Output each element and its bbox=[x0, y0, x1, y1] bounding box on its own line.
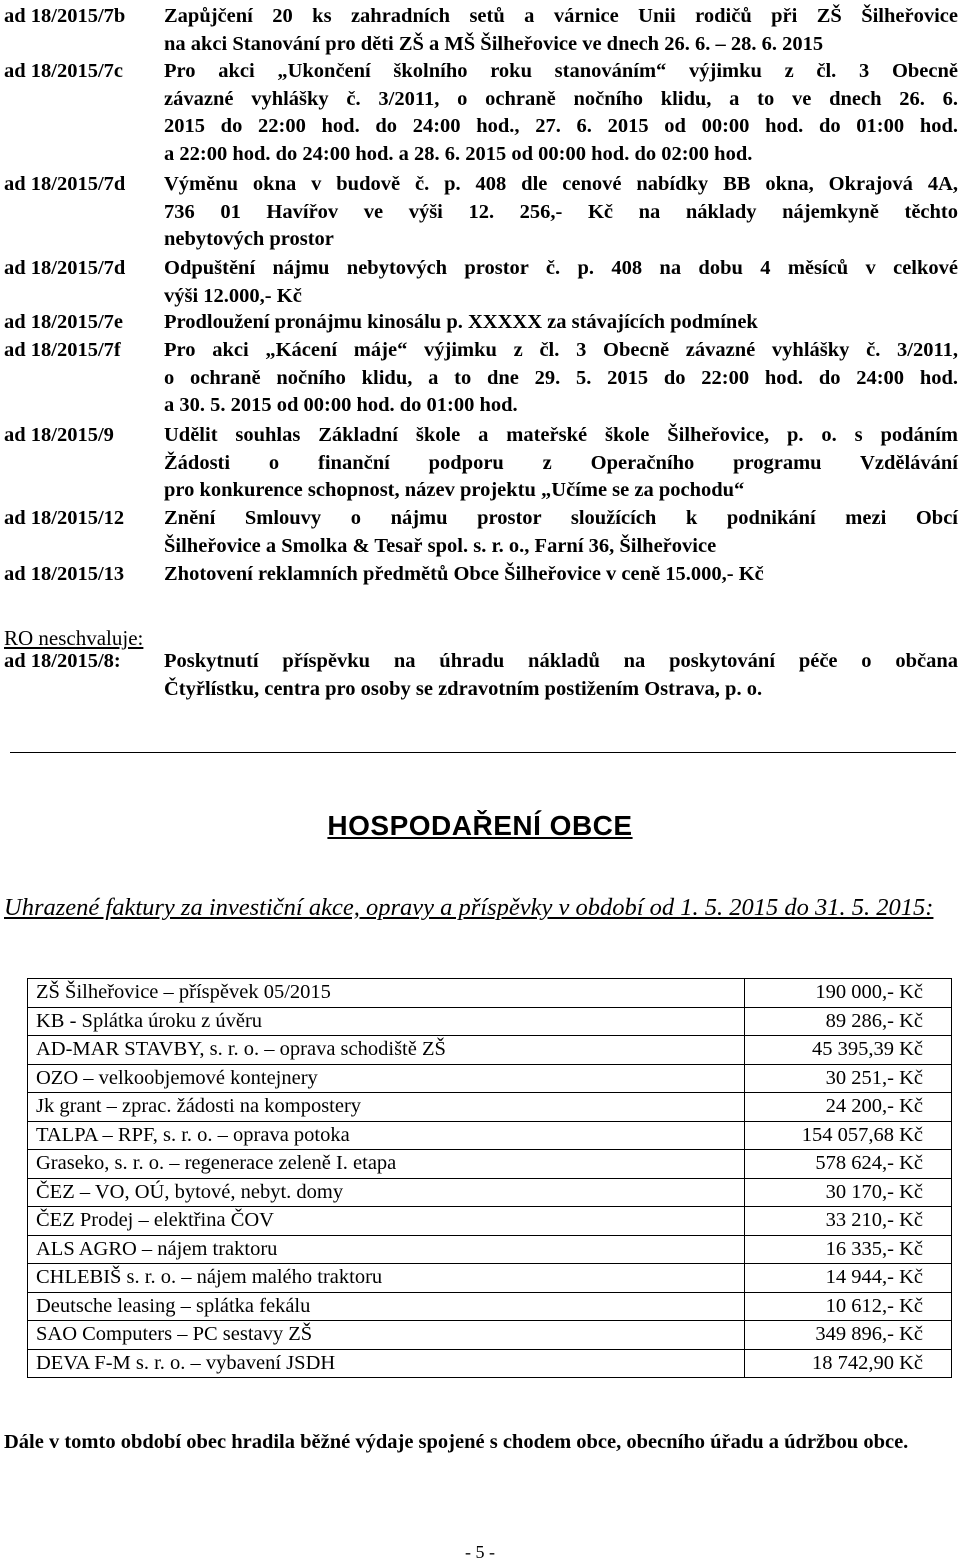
invoice-description: Graseko, s. r. o. – regenerace zeleně I. etapa bbox=[28, 1150, 745, 1179]
resolution-item bbox=[0, 561, 960, 589]
resolution-text-line: Poskytnutí příspěvku na úhradu nákladů na poskytování péče o občana bbox=[164, 650, 958, 672]
invoice-amount: 16 335,- Kč bbox=[745, 1235, 952, 1264]
resolution-text-line: Žádosti o finanční podporu z Operačního programu Vzdělávání bbox=[164, 451, 958, 474]
invoice-amount: 33 210,- Kč bbox=[745, 1207, 952, 1236]
resolution-item bbox=[0, 3, 960, 58]
table-row bbox=[28, 1036, 952, 1065]
footer-note: Dále v tomto období obec hradila běžné výdaje spojené s chodem obce, obecního úřadu a údržbou obce. bbox=[4, 1431, 909, 1453]
invoices-table bbox=[27, 978, 952, 1378]
resolution-text-line: Znění Smlouvy o nájmu prostor sloužících k podnikání mezi Obcí bbox=[164, 507, 958, 529]
resolution-text-line: výši 12.000,- Kč bbox=[164, 284, 302, 307]
resolution-ref: ad 18/2015/7f bbox=[4, 339, 121, 361]
invoice-amount: 30 251,- Kč bbox=[745, 1064, 952, 1093]
resolution-text-line: o ochraně nočního klidu, a to dne 29. 5. 2015 do 22:00 hod. do 24:00 hod. bbox=[164, 366, 958, 389]
resolution-item bbox=[0, 422, 960, 505]
resolution-ref: ad 18/2015/12 bbox=[4, 507, 125, 529]
resolution-text-line: Šilheřovice a Smolka & Tesař spol. s. r. o., Farní 36, Šilheřovice bbox=[164, 534, 717, 557]
resolution-text-line: Pro akci „Kácení máje“ výjimku z čl. 3 Obecně závazné vyhlášky č. 3/2011, bbox=[164, 339, 958, 361]
resolution-text-line: Pro akci „Ukončení školního roku stanováním“ výjimku z čl. 3 Obecně bbox=[164, 60, 958, 82]
table-row bbox=[28, 1207, 952, 1236]
table-row bbox=[28, 1264, 952, 1293]
resolution-text-line: Udělit souhlas Základní škole a mateřské škole Šilheřovice, p. o. s podáním bbox=[164, 424, 958, 446]
resolution-text-line: Čtyřlístku, centra pro osoby se zdravotním postižením Ostrava, p. o. bbox=[164, 677, 763, 700]
resolution-ref: ad 18/2015/7d bbox=[4, 257, 126, 279]
invoice-description: DEVA F-M s. r. o. – vybavení JSDH bbox=[28, 1349, 745, 1378]
invoice-description: Jk grant – zprac. žádosti na kompostery bbox=[28, 1093, 745, 1122]
invoice-description: Deutsche leasing – splátka fekálu bbox=[28, 1292, 745, 1321]
invoice-description: ZŠ Šilheřovice – příspěvek 05/2015 bbox=[28, 979, 745, 1008]
resolution-text-line: Prodloužení pronájmu kinosálu p. XXXXX za stávajících podmínek bbox=[164, 311, 758, 333]
resolution-item bbox=[0, 255, 960, 310]
rejected-label: RO neschvaluje: bbox=[4, 626, 144, 650]
table-row bbox=[28, 1292, 952, 1321]
invoice-amount: 45 395,39 Kč bbox=[745, 1036, 952, 1065]
resolution-ref: ad 18/2015/7e bbox=[4, 311, 124, 333]
resolution-item bbox=[0, 309, 960, 337]
table-row bbox=[28, 1093, 952, 1122]
section-heading: HOSPODAŘENÍ OBCE bbox=[327, 810, 633, 841]
resolution-ref: ad 18/2015/7c bbox=[4, 60, 124, 82]
invoices-subheading: Uhrazené faktury za investiční akce, opravy a příspěvky v období od 1. 5. 2015 do 31. 5. 2015: bbox=[4, 894, 934, 921]
invoice-description: AD-MAR STAVBY, s. r. o. – oprava schodiště ZŠ bbox=[28, 1036, 745, 1065]
invoice-amount: 154 057,68 Kč bbox=[745, 1121, 952, 1150]
invoice-description: TALPA – RPF, s. r. o. – oprava potoka bbox=[28, 1121, 745, 1150]
table-row bbox=[28, 1007, 952, 1036]
resolution-item bbox=[0, 648, 960, 703]
resolution-ref: ad 18/2015/7b bbox=[4, 5, 126, 27]
resolution-text-line: a 30. 5. 2015 od 00:00 hod. do 01:00 hod. bbox=[164, 394, 518, 416]
invoice-description: CHLEBIŠ s. r. o. – nájem malého traktoru bbox=[28, 1264, 745, 1293]
invoice-description: ČEZ – VO, OÚ, bytové, nebyt. domy bbox=[28, 1178, 745, 1207]
resolution-item bbox=[0, 58, 960, 168]
invoice-amount: 578 624,- Kč bbox=[745, 1150, 952, 1179]
invoice-amount: 190 000,- Kč bbox=[745, 979, 952, 1008]
resolution-ref: ad 18/2015/8: bbox=[4, 650, 121, 672]
resolution-item bbox=[0, 171, 960, 254]
resolution-text-line: závazné vyhlášky č. 3/2011, o ochraně nočního klidu, a to ve dnech 26. 6. bbox=[164, 87, 958, 110]
table-row bbox=[28, 1178, 952, 1207]
resolution-text-line: Výměnu okna v budově č. p. 408 dle cenové nabídky BB okna, Okrajová 4A, bbox=[164, 173, 958, 195]
resolution-text-line: 736 01 Havířov ve výši 12. 256,- Kč na náklady nájemkyně těchto bbox=[164, 200, 958, 223]
resolution-item bbox=[0, 505, 960, 560]
resolution-text-line: pro konkurence schopnost, název projektu „Učíme se za pochodu“ bbox=[164, 479, 745, 501]
resolution-text-line: Zapůjčení 20 ks zahradních setů a várnice Unii rodičů při ZŠ Šilheřovice bbox=[164, 5, 958, 27]
invoice-amount: 18 742,90 Kč bbox=[745, 1349, 952, 1378]
resolution-text-line: 2015 do 22:00 hod. do 24:00 hod., 27. 6. 2015 od 00:00 hod. do 01:00 hod. bbox=[164, 115, 958, 137]
invoice-description: SAO Computers – PC sestavy ZŠ bbox=[28, 1321, 745, 1350]
invoice-amount: 24 200,- Kč bbox=[745, 1093, 952, 1122]
resolution-text-line: Zhotovení reklamních předmětů Obce Šilheřovice v ceně 15.000,- Kč bbox=[164, 563, 764, 585]
invoice-description: ČEZ Prodej – elektřina ČOV bbox=[28, 1207, 745, 1236]
table-row bbox=[28, 1235, 952, 1264]
resolution-text-line: nebytových prostor bbox=[164, 228, 334, 250]
invoice-amount: 30 170,- Kč bbox=[745, 1178, 952, 1207]
invoice-description: ALS AGRO – nájem traktoru bbox=[28, 1235, 745, 1264]
table-row bbox=[28, 1349, 952, 1378]
resolution-item bbox=[0, 337, 960, 420]
table-row bbox=[28, 1150, 952, 1179]
table-row bbox=[28, 979, 952, 1008]
resolution-ref: ad 18/2015/7d bbox=[4, 173, 126, 195]
resolution-text-line: na akci Stanování pro děti ZŠ a MŠ Šilheřovice ve dnech 26. 6. – 28. 6. 2015 bbox=[164, 32, 824, 55]
invoice-amount: 89 286,- Kč bbox=[745, 1007, 952, 1036]
table-row bbox=[28, 1321, 952, 1350]
table-row bbox=[28, 1064, 952, 1093]
resolution-text-line: a 22:00 hod. do 24:00 hod. a 28. 6. 2015 od 00:00 hod. do 02:00 hod. bbox=[164, 142, 753, 165]
invoice-description: KB - Splátka úroku z úvěru bbox=[28, 1007, 745, 1036]
resolution-ref: ad 18/2015/9 bbox=[4, 424, 114, 446]
resolution-ref: ad 18/2015/13 bbox=[4, 563, 125, 585]
page-number: - 5 - bbox=[465, 1542, 495, 1562]
table-row bbox=[28, 1121, 952, 1150]
invoice-amount: 349 896,- Kč bbox=[745, 1321, 952, 1350]
invoice-amount: 10 612,- Kč bbox=[745, 1292, 952, 1321]
invoice-description: OZO – velkoobjemové kontejnery bbox=[28, 1064, 745, 1093]
invoice-amount: 14 944,- Kč bbox=[745, 1264, 952, 1293]
resolution-text-line: Odpuštění nájmu nebytových prostor č. p. 408 na dobu 4 měsíců v celkové bbox=[164, 257, 958, 279]
